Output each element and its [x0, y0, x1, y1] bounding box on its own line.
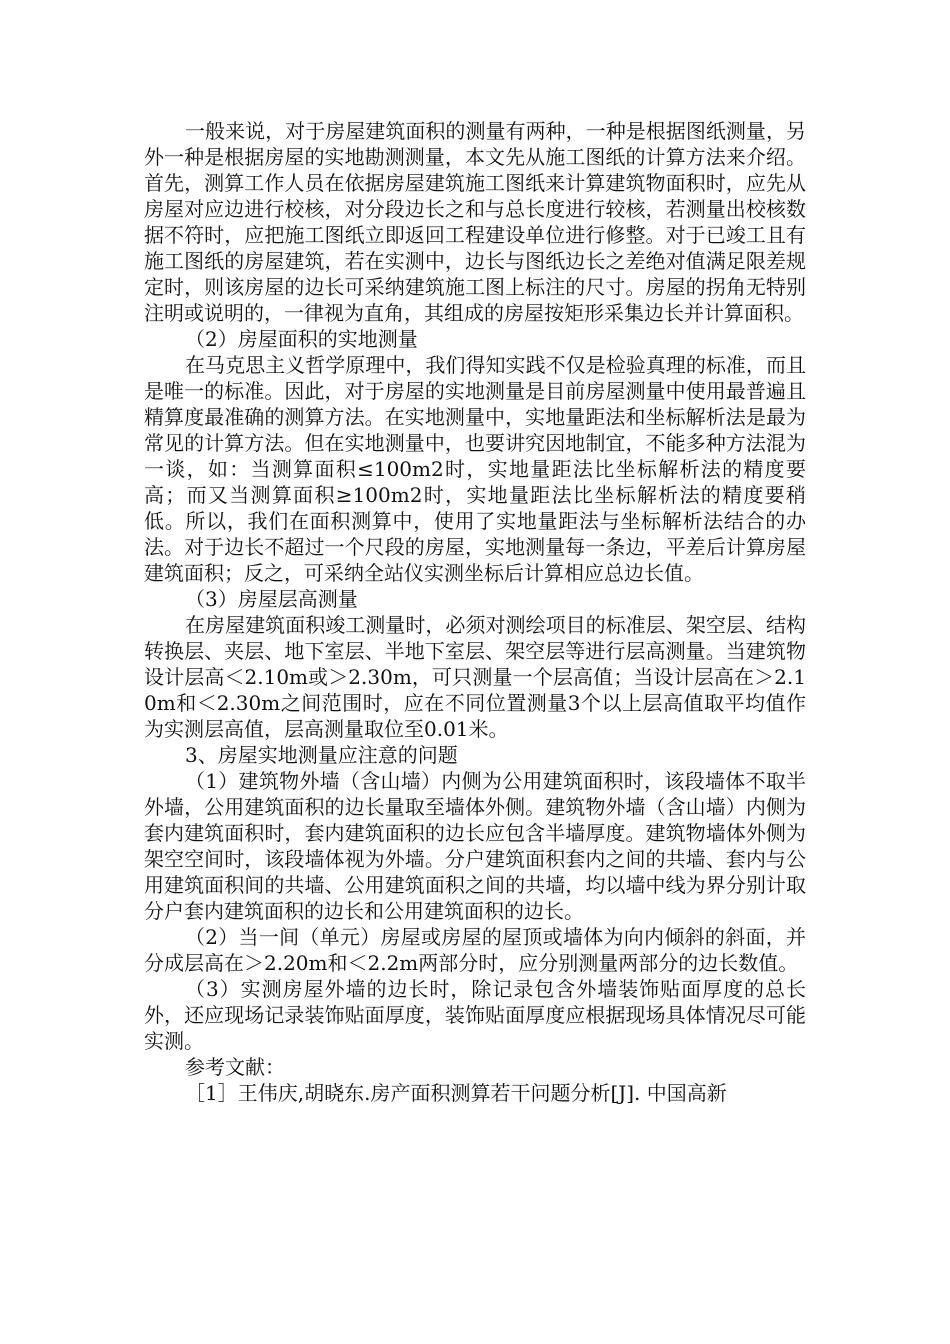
- paragraph-precaution-1: （1）建筑物外墙（含山墙）内侧为公用建筑面积时，该段墙体不取半外墙，公用建筑面积的边长量取至墙体外侧。建筑物外墙（含山墙）内侧为套内建筑面积时，套内建筑面积的边长应包含半墙厚度。建筑物墙体外侧为架空空间时，该段墙体视为外墙。分户建筑面积套内之间的共墙、套内与公用建筑面积间的共墙、公用建筑面积之间的共墙，均以墙中线为界分别计取分户套内建筑面积的边长和公用建筑面积的边长。: [144, 769, 806, 923]
- paragraph-precaution-2: （2）当一间（单元）房屋或房屋的屋顶或墙体为向内倾斜的斜面，并分成层高在＞2.20m和＜2.2m两部分时，应分别测量两部分的边长数值。: [144, 925, 806, 975]
- document-body: [144, 118, 806, 1106]
- references-heading: 参考文献：: [185, 1055, 285, 1079]
- reference-item-1: ［1］王伟庆,胡晓东.房产面积测算若干问题分析[J]. 中国高新: [185, 1081, 727, 1105]
- paragraph-field-measurement: 在马克思主义哲学原理中，我们得知实践不仅是检验真理的标准，而且是唯一的标准。因此，对于房屋的实地测量是目前房屋测量中使用最普遍且精算度最准确的测算方法。在实地测量中，实地量距法和坐标解析法是最为常见的计算方法。但在实地测量中，也要讲究因地制宜，不能多种方法混为一谈，如：当测算面积≤100m2时，实地量距法比坐标解析法的精度要高；而又当测算面积≥100m2时，实地量距法比坐标解析法的精度要稍低。所以，我们在面积测算中，使用了实地量距法与坐标解析法结合的办法。对于边长不超过一个尺段的房屋，实地测量每一条边，平差后计算房屋建筑面积；反之，可采纳全站仪实测坐标后计算相应总边长值。: [144, 353, 806, 585]
- paragraph-drawing-based-measurement: 一般来说，对于房屋建筑面积的测量有两种，一种是根据图纸测量，另外一种是根据房屋的实地勘测测量，本文先从施工图纸的计算方法来介绍。首先，测算工作人员在依据房屋建筑施工图纸来计算建筑物面积时，应先从房屋对应边进行校核，对分段边长之和与总长度进行较核，若测量出校核数据不符时，应把施工图纸立即返回工程建设单位进行修整。对于已竣工且有施工图纸的房屋建筑，若在实测中，边长与图纸边长之差绝对值满足限差规定时，则该房屋的边长可采纳建筑施工图上标注的尺寸。房屋的拐角无特别注明或说明的，一律视为直角，其组成的房屋按矩形采集边长并计算面积。: [144, 119, 806, 325]
- paragraph-floor-height: 在房屋建筑面积竣工测量时，必须对测绘项目的标准层、架空层、结构转换层、夹层、地下室层、半地下室层、架空层等进行层高测量。当建筑物设计层高＜2.10m或＞2.30m，可只测量一个层高值；当设计层高在＞2.10m和＜2.30m之间范围时，应在不同位置测量3个以上层高值取平均值作为实测层高值，层高测量取位至0.01米。: [144, 613, 806, 741]
- section-heading-floor-height: （3）房屋层高测量: [185, 587, 358, 611]
- section-heading-field-measurement: （2）房屋面积的实地测量: [185, 327, 418, 351]
- section-heading-precautions: 3、房屋实地测量应注意的问题: [185, 743, 458, 767]
- paragraph-precaution-3: （3）实测房屋外墙的边长时，除记录包含外墙装饰贴面厚度的总长外，还应现场记录装饰贴面厚度，装饰贴面厚度应根据现场具体情况尽可能实测。: [144, 977, 806, 1053]
